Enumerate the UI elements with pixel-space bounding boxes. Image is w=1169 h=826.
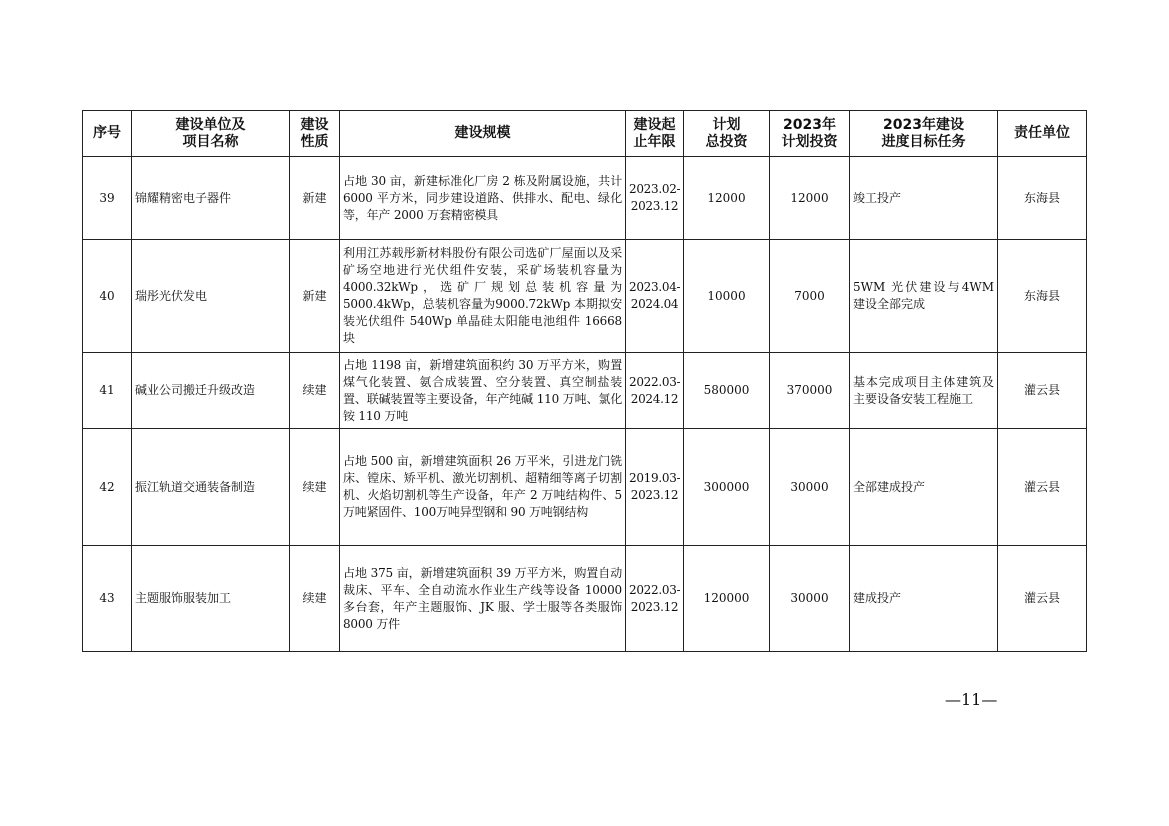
cell-project-name: 振江轨道交通装备制造 <box>132 429 290 546</box>
cell-scale: 占地 1198 亩，新增建筑面积约 30 万平方米，购置煤气化装置、氨合成装置、空分装置、真空制盐装置、联碱装置等主要设备，年产纯碱 110 万吨、氯化铵 110 万吨 <box>340 353 626 429</box>
header-period-line1: 建设起 <box>633 116 676 133</box>
cell-period <box>626 157 684 240</box>
cell-nature: 续建 <box>290 429 340 546</box>
cell-period-end: 2024.04 <box>630 297 679 311</box>
cell-plan-2023: 12000 <box>770 157 850 240</box>
table-row <box>83 157 1087 240</box>
header-seq-line1: 序号 <box>93 125 121 141</box>
cell-project-name: 碱业公司搬迁升级改造 <box>132 353 290 429</box>
header-unit-line2: 项目名称 <box>182 133 239 150</box>
page-number: —11— <box>945 690 998 709</box>
cell-target: 基本完成项目主体建筑及主要设备安装工程施工 <box>850 353 998 429</box>
header-period-line2: 止年限 <box>633 133 676 150</box>
header-total-line1: 计划 <box>712 116 741 133</box>
header-unit <box>132 111 290 157</box>
cell-period <box>626 353 684 429</box>
cell-nature: 新建 <box>290 157 340 240</box>
cell-seq: 42 <box>83 429 132 546</box>
table-row <box>83 353 1087 429</box>
cell-total-investment: 120000 <box>684 546 770 652</box>
header-total <box>684 111 770 157</box>
cell-responsible-unit: 灌云县 <box>998 429 1087 546</box>
header-plan2023-line2: 计划投资 <box>781 133 838 150</box>
cell-plan-2023: 30000 <box>770 546 850 652</box>
cell-period-start: 2022.03- <box>629 582 681 597</box>
cell-scale: 占地 375 亩，新增建筑面积 39 万平方米，购置自动裁床、平车、全自动流水作业生产线等设备 10000 多台套，年产主题服饰、JK 服、学士服等各类服饰 8000 万件 <box>340 546 626 652</box>
cell-scale: 利用江苏载彤新材料股份有限公司选矿厂屋面以及采矿场空地进行光伏组件安装，采矿场装机容量为 4000.32kWp，选矿厂规划总装机容量为 5000.4kWp，总装机容量为9000.72kWp 本期拟安装光伏组件 540Wp 单晶硅太阳能电池组件 16668 块 <box>340 240 626 353</box>
table-row <box>83 240 1087 353</box>
header-total-line2: 总投资 <box>705 133 748 150</box>
header-period <box>626 111 684 157</box>
header-resp-line1: 责任单位 <box>1014 125 1070 141</box>
cell-total-investment: 10000 <box>684 240 770 353</box>
cell-target: 5WM 光伏建设与4WM 建设全部完成 <box>850 240 998 353</box>
header-scale <box>340 111 626 157</box>
cell-target: 建成投产 <box>850 546 998 652</box>
header-row <box>83 111 1087 157</box>
cell-nature: 续建 <box>290 546 340 652</box>
table-header <box>83 111 1087 157</box>
cell-period-start: 2023.02- <box>629 182 681 196</box>
cell-scale: 占地 500 亩，新增建筑面积 26 万平米，引进龙门铣床、镗床、矫平机、激光切割机、超精细等离子切割机、火焰切割机等生产设备，年产 2 万吨结构件、5 万吨紧固件、100万吨异型钢和 90 万吨钢结构 <box>340 429 626 546</box>
cell-period-start: 2023.04- <box>629 280 681 294</box>
cell-period-start: 2019.03- <box>629 471 681 485</box>
cell-target: 竣工投产 <box>850 157 998 240</box>
cell-plan-2023: 7000 <box>770 240 850 353</box>
header-plan2023 <box>770 111 850 157</box>
cell-responsible-unit: 东海县 <box>998 157 1087 240</box>
cell-total-investment: 300000 <box>684 429 770 546</box>
cell-seq: 39 <box>83 157 132 240</box>
project-table <box>82 110 1087 652</box>
header-resp <box>998 111 1087 157</box>
cell-plan-2023: 370000 <box>770 353 850 429</box>
cell-project-name: 锦耀精密电子器件 <box>132 157 290 240</box>
cell-period <box>626 546 684 652</box>
cell-nature: 新建 <box>290 240 340 353</box>
cell-scale: 占地 30 亩，新建标准化厂房 2 栋及附属设施，共计 6000 平方米，同步建设道路、供排水、配电、绿化等，年产 2000 万套精密模具 <box>340 157 626 240</box>
table-body <box>83 157 1087 652</box>
header-nature-line1: 建设 <box>300 116 329 133</box>
cell-project-name: 主题服饰服装加工 <box>132 546 290 652</box>
header-seq <box>83 111 132 157</box>
header-plan2023-line1: 2023年 <box>783 116 836 133</box>
cell-period-end: 2023.12 <box>630 599 679 614</box>
cell-responsible-unit: 灌云县 <box>998 546 1087 652</box>
header-nature-line2: 性质 <box>300 133 329 150</box>
cell-responsible-unit: 东海县 <box>998 240 1087 353</box>
cell-project-name: 瑞彤光伏发电 <box>132 240 290 353</box>
cell-nature: 续建 <box>290 353 340 429</box>
cell-seq: 41 <box>83 353 132 429</box>
cell-plan-2023: 30000 <box>770 429 850 546</box>
header-target-line2: 进度目标任务 <box>881 133 966 150</box>
cell-total-investment: 580000 <box>684 353 770 429</box>
cell-period-end: 2024.12 <box>630 391 679 406</box>
table-row <box>83 429 1087 546</box>
header-unit-line1: 建设单位及 <box>175 116 246 133</box>
cell-period <box>626 240 684 353</box>
cell-responsible-unit: 灌云县 <box>998 353 1087 429</box>
cell-period-end: 2023.12 <box>630 199 679 213</box>
cell-period-end: 2023.12 <box>630 488 679 502</box>
header-target <box>850 111 998 157</box>
cell-seq: 43 <box>83 546 132 652</box>
cell-total-investment: 12000 <box>684 157 770 240</box>
header-target-line1: 2023年建设 <box>883 116 964 133</box>
table-row <box>83 546 1087 652</box>
cell-period <box>626 429 684 546</box>
header-scale-line1: 建设规模 <box>454 125 511 141</box>
cell-period-start: 2022.03- <box>629 374 681 389</box>
cell-seq: 40 <box>83 240 132 353</box>
header-nature <box>290 111 340 157</box>
cell-target: 全部建成投产 <box>850 429 998 546</box>
